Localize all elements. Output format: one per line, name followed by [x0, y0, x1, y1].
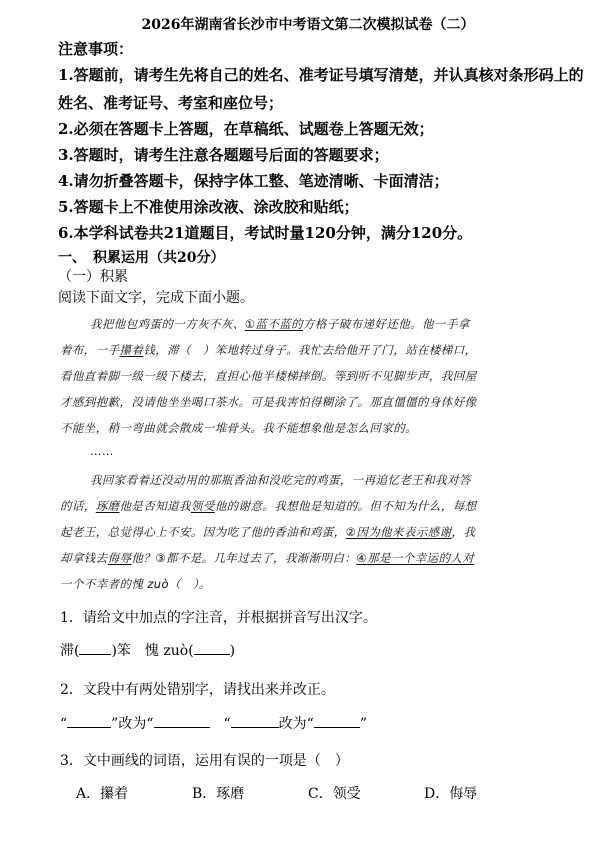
subsection-heading: （一）积累	[58, 269, 128, 285]
underlined-word: 琢磨	[95, 499, 120, 513]
passage-line	[60, 342, 477, 358]
underlined-phrase: ④那是一个幸运的人对	[356, 551, 475, 565]
option-b[interactable]: B．琢磨	[192, 786, 245, 802]
answer-text: )	[229, 643, 236, 659]
passage-line: 一个不幸者的愧 zuò（ ）。	[60, 577, 211, 591]
answer-blank[interactable]	[67, 715, 111, 728]
underlined-phrase: ①蓝不蓝的	[244, 317, 304, 331]
notice-item: 4.请勿折叠答题卡，保持字体工整、笔迹清晰、卡面清洁；	[58, 172, 449, 190]
passage-line: 不能坐，稍一弯曲就会散成一堆骨头。我不能想象他是怎么回家的。	[60, 421, 417, 435]
answer-text: “	[60, 716, 68, 732]
answer-blank[interactable]	[194, 642, 230, 655]
notice-item: 3.答题时，请考生注意各题题号后面的答题要求；	[58, 146, 389, 164]
notice-item: 2.必须在答题卡上答题，在草稿纸、试题卷上答题无效；	[58, 120, 434, 138]
answer-text: “	[209, 716, 231, 732]
passage-text: 起老王，总觉得心上不安。因为吃了他的香油和鸡蛋，	[60, 525, 346, 539]
option-a[interactable]: A．攥着	[76, 786, 129, 802]
question-2-answer-line	[60, 713, 367, 733]
notice-item: 5.答题卡上不准使用涂改液、涂改胶和贴纸；	[58, 198, 359, 216]
passage-line	[60, 550, 474, 566]
answer-blank[interactable]	[79, 642, 111, 655]
notice-item: 姓名、准考证号、考室和座位号；	[58, 94, 284, 112]
passage-text: 他是否知道我	[119, 499, 191, 513]
passage-ellipsis: ……	[90, 444, 114, 458]
answer-blank[interactable]	[314, 715, 360, 728]
answer-text: ”	[359, 716, 368, 732]
passage-text: 却拿钱去	[60, 551, 108, 565]
passage-text: 的话，	[60, 499, 96, 513]
passage-text: 我把他包鸡蛋的一方灰不灰、	[90, 317, 245, 331]
question-1-stem: 1．请给文中加点的字注音，并根据拼音写出汉字。	[60, 610, 377, 626]
question-2-stem: 2．文段中有两处错别字，请找出来并改正。	[60, 682, 335, 698]
underlined-word: 攥着	[119, 343, 144, 357]
answer-text: )笨 愧 zuò(	[111, 643, 194, 659]
passage-text: 方格子破布递好还他。他一手拿	[303, 317, 470, 331]
passage-text: 他的谢意。我想他是知道的。但不知为什么，每想	[214, 499, 477, 513]
option-c[interactable]: C．领受	[308, 786, 361, 802]
answer-text: 改为“	[278, 716, 314, 732]
question-1-answer-line	[60, 640, 235, 660]
passage-line: 看他直着脚一级一级下楼去，直担心他半楼梯摔倒。等到听不见脚步声，我回屋	[60, 369, 477, 383]
section-heading: 一、 积累运用（共20分）	[58, 250, 225, 266]
notice-item: 6.本学科试卷共21道题目，考试时量120分钟，满分120分。	[58, 224, 473, 242]
answer-text: ”改为“	[111, 716, 154, 732]
answer-text: 滞(	[60, 643, 80, 659]
question-3-stem: 3．文中画线的词语，运用有误的一项是（ ）	[60, 753, 349, 769]
answer-blank[interactable]	[231, 715, 279, 728]
passage-text: 钱，滞（ ）笨地转过身子。我忙去给他开了门，站在楼梯口，	[143, 343, 477, 357]
passage-text: 着布，一手	[60, 343, 120, 357]
reading-instruction: 阅读下面文字，完成下面小题。	[58, 290, 254, 306]
passage-line: 我回家看着还没动用的那瓶香油和没吃完的鸡蛋，一再追忆老王和我对答	[90, 473, 471, 487]
notice-heading: 注意事项：	[58, 40, 134, 58]
passage-line	[60, 524, 475, 540]
notice-item: 1.答题前，请考生先将自己的姓名、准考证号填写清楚，并认真核对条形码上的	[58, 66, 584, 84]
passage-line: 才感到抱歉，没请他坐坐喝口茶水。可是我害怕得糊涂了。那直僵僵的身体好像	[60, 395, 477, 409]
passage-text: ，我	[451, 525, 476, 539]
passage-line	[90, 316, 470, 332]
passage-line	[60, 498, 477, 514]
answer-blank[interactable]	[154, 715, 210, 728]
underlined-word: 领受	[190, 499, 215, 513]
underlined-phrase: ②因为他来表示感谢	[345, 525, 452, 539]
page-title: 2026年湖南省长沙市中考语文第二次模拟试卷（二）	[141, 17, 475, 33]
passage-text: 他？③都不是。几年过去了，我渐渐明白：	[131, 551, 357, 565]
option-d[interactable]: D．侮辱	[424, 786, 478, 802]
underlined-word: 侮辱	[107, 551, 132, 565]
